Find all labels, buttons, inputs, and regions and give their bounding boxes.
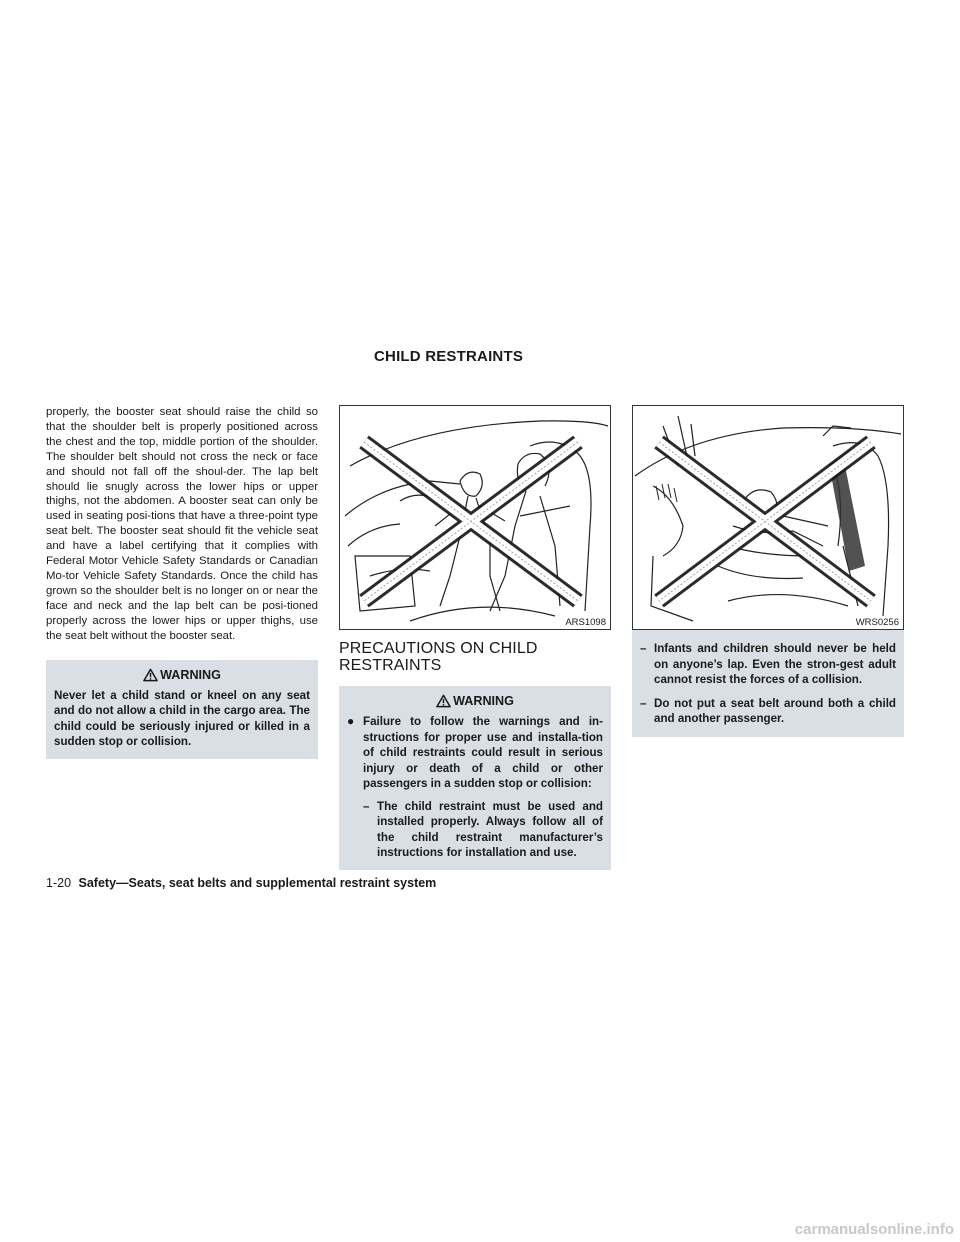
footer-title: Safety—Seats, seat belts and supplemental restraint system [78, 876, 437, 890]
warning-box [46, 660, 318, 759]
bullet-text: Failure to follow the warnings and in-structions for proper use and installa-tion of child restraints could result in serious injury or death of a child or other passengers in a sudden stop or collision: [363, 715, 603, 790]
column-middle [339, 405, 611, 870]
watermark: carmanualsonline.info [794, 1221, 954, 1238]
warning-triangle-icon [143, 668, 158, 682]
figure-code: WRS0256 [855, 617, 899, 628]
dash-list-item [347, 799, 603, 861]
warning-bullet [347, 714, 603, 792]
warning-heading [54, 668, 310, 682]
column-left [46, 405, 318, 759]
warning-title: WARNING [453, 694, 514, 708]
illustration-child-on-lap [632, 405, 904, 630]
dash-marker: – [640, 642, 647, 655]
warning-text: Never let a child stand or kneel on any seat and do not allow a child in the cargo area. The child could be seriously injured or killed in a sudden stop or collision. [54, 688, 310, 748]
section-title: CHILD RESTRAINTS [374, 348, 524, 365]
child-on-lap-illustration [633, 406, 903, 629]
illustration-child-standing [339, 405, 611, 630]
dash-item-text: Infants and children should never be held on anyone’s lap. Even the stron-gest adult cannot resist the forces of a collision. [654, 642, 896, 686]
dash-marker: – [363, 799, 370, 813]
child-standing-illustration [340, 406, 610, 629]
dash-item-text: Do not put a seat belt around both a child and another passenger. [654, 696, 896, 725]
body-paragraph: properly, the booster seat should raise the child so that the shoulder belt is properly positioned across the chest and the top, middle portion of the shoulder. The shoulder belt should not cross the neck or face and should not fall off the shoul-der. The lap belt should lie snugly across the lower hips or upper thighs, not the abdomen. A booster seat can only be used in seating posi-tions that have a three-point type seat belt. The booster seat should fit the vehicle seat and have a label certifying that it complies with Federal Motor Vehicle Safety Standards or Canadian Mo-tor Vehicle Safety Standards. Once the child has grown so the shoulder belt is no longer on or near the face and neck and the lap belt can be posi-tioned properly across the lower hips or upper thighs, use the seat belt without the booster seat. [46, 406, 318, 642]
warning-heading [347, 694, 603, 708]
page-footer [46, 876, 436, 890]
warning-box [339, 686, 611, 870]
column-right [632, 405, 904, 737]
warning-triangle-icon [436, 694, 451, 708]
dash-marker: – [640, 696, 647, 710]
dash-list-item [640, 696, 896, 727]
bullet-icon: ● [347, 714, 355, 728]
warning-box-continued [632, 630, 904, 737]
dash-item-text: The child restraint must be used and installed properly. Always follow all of the child restraint manufacturer’s instructions for installation and use. [377, 799, 603, 859]
figure-code: ARS1098 [565, 617, 606, 628]
subsection-heading: PRECAUTIONS ON CHILD RESTRAINTS [339, 640, 538, 674]
dash-list-item [640, 641, 896, 688]
warning-title: WARNING [160, 667, 221, 682]
page-number: 1-20 [46, 876, 72, 890]
